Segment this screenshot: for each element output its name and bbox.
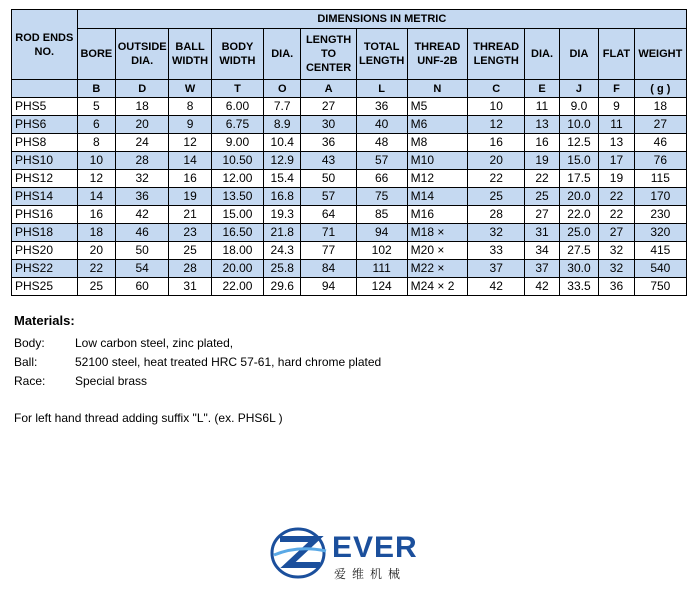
material-label: Race: (14, 374, 46, 388)
table-cell: 42 (116, 206, 169, 224)
table-cell: 25 (525, 188, 559, 206)
material-row (14, 355, 381, 369)
table-cell: 24 (116, 134, 169, 152)
material-value: 52100 steel, heat treated HRC 57-61, hard chrome plated (75, 355, 382, 369)
table-cell: 27 (525, 206, 559, 224)
table-cell: 21 (169, 206, 212, 224)
table-cell: 22 (77, 260, 116, 278)
table-cell: 30 (301, 116, 356, 134)
table-cell: 46 (634, 134, 686, 152)
column-header: FLAT (599, 29, 634, 80)
table-cell: 71 (301, 224, 356, 242)
table-cell: 36 (301, 134, 356, 152)
table-cell: 6.00 (211, 98, 263, 116)
table-cell: M12 (407, 170, 467, 188)
table-cell: 13 (525, 116, 559, 134)
table-row (12, 116, 687, 134)
material-row (14, 336, 233, 350)
table-cell: 28 (116, 152, 169, 170)
table-cell: 11 (525, 98, 559, 116)
column-symbol: O (263, 80, 300, 98)
table-cell: 22 (599, 206, 634, 224)
table-cell: 57 (301, 188, 356, 206)
table-cell: 9 (599, 98, 634, 116)
column-symbol: D (116, 80, 169, 98)
table-cell: 21.8 (263, 224, 300, 242)
table-row (12, 98, 687, 116)
ever-logo (270, 525, 430, 585)
table-cell: 85 (356, 206, 407, 224)
table-cell: 32 (468, 224, 525, 242)
dimensions-table (11, 9, 687, 296)
table-cell: 23 (169, 224, 212, 242)
table-cell: 16.8 (263, 188, 300, 206)
material-label: Body: (14, 336, 45, 350)
table-cell: 124 (356, 278, 407, 296)
table-cell: 20 (116, 116, 169, 134)
table-cell: 48 (356, 134, 407, 152)
table-cell: 415 (634, 242, 686, 260)
table-cell: 16 (468, 134, 525, 152)
table-cell: 10.50 (211, 152, 263, 170)
table-cell: 42 (468, 278, 525, 296)
table-cell: 25.0 (559, 224, 599, 242)
table-cell: 27 (301, 98, 356, 116)
model-cell: PHS16 (12, 206, 78, 224)
column-symbol: W (169, 80, 212, 98)
table-cell: 10 (468, 98, 525, 116)
table-cell: 7.7 (263, 98, 300, 116)
column-header: THREAD LENGTH (468, 29, 525, 80)
table-cell: 320 (634, 224, 686, 242)
column-header: TOTAL LENGTH (356, 29, 407, 80)
table-cell: 17.5 (559, 170, 599, 188)
table-cell: 15.4 (263, 170, 300, 188)
table-cell: M8 (407, 134, 467, 152)
table-cell: 18 (634, 98, 686, 116)
column-symbol: F (599, 80, 634, 98)
table-row (12, 206, 687, 224)
table-row (12, 278, 687, 296)
table-cell: 18.00 (211, 242, 263, 260)
table-cell: 12 (169, 134, 212, 152)
table-cell: 24.3 (263, 242, 300, 260)
table-cell: 102 (356, 242, 407, 260)
rod-ends-header: ROD ENDS NO. (12, 10, 78, 80)
column-header: WEIGHT (634, 29, 686, 80)
table-cell: 19 (599, 170, 634, 188)
table-cell: 27 (599, 224, 634, 242)
table-cell: 16.50 (211, 224, 263, 242)
table-cell: 94 (301, 278, 356, 296)
column-symbol: A (301, 80, 356, 98)
material-label: Ball: (14, 355, 38, 369)
table-cell: M22 × (407, 260, 467, 278)
table-cell: 16 (169, 170, 212, 188)
table-cell: M5 (407, 98, 467, 116)
model-cell: PHS22 (12, 260, 78, 278)
table-cell: 15.0 (559, 152, 599, 170)
table-cell: 76 (634, 152, 686, 170)
model-cell: PHS20 (12, 242, 78, 260)
table-cell: 27 (634, 116, 686, 134)
column-header: LENGTH TO CENTER (301, 29, 356, 80)
table-cell: 12.5 (559, 134, 599, 152)
table-cell: 8 (77, 134, 116, 152)
column-symbol: ( g ) (634, 80, 686, 98)
table-cell: 50 (116, 242, 169, 260)
table-cell: 31 (169, 278, 212, 296)
left-hand-note: For left hand thread adding suffix "L". (ex. PHS6L ) (14, 411, 283, 425)
table-cell: 750 (634, 278, 686, 296)
table-cell: 12 (77, 170, 116, 188)
table-cell: 94 (356, 224, 407, 242)
table-cell: 22.0 (559, 206, 599, 224)
table-cell: 6.75 (211, 116, 263, 134)
table-cell: 15.00 (211, 206, 263, 224)
table-cell: 20.00 (211, 260, 263, 278)
table-cell: M16 (407, 206, 467, 224)
table-cell: 16 (525, 134, 559, 152)
table-cell: M18 × (407, 224, 467, 242)
logo-brand-text: EVER (332, 531, 418, 564)
column-symbol: L (356, 80, 407, 98)
material-row (14, 374, 147, 388)
table-cell: 34 (525, 242, 559, 260)
main-header: DIMENSIONS IN METRIC (77, 10, 686, 29)
column-header: DIA (559, 29, 599, 80)
table-cell: 32 (116, 170, 169, 188)
column-header: OUTSIDE DIA. (116, 29, 169, 80)
table-cell: 77 (301, 242, 356, 260)
model-cell: PHS5 (12, 98, 78, 116)
column-symbol: B (77, 80, 116, 98)
materials-title: Materials: (14, 313, 75, 328)
table-cell: 8 (169, 98, 212, 116)
table-cell: 32 (599, 242, 634, 260)
table-cell: 36 (116, 188, 169, 206)
table-cell: 12 (468, 116, 525, 134)
table-cell: 27.5 (559, 242, 599, 260)
table-cell: 64 (301, 206, 356, 224)
model-cell: PHS10 (12, 152, 78, 170)
model-cell: PHS8 (12, 134, 78, 152)
material-value: Low carbon steel, zinc plated, (75, 336, 234, 350)
table-cell: 115 (634, 170, 686, 188)
table-row (12, 134, 687, 152)
table-cell: 50 (301, 170, 356, 188)
column-header: BALL WIDTH (169, 29, 212, 80)
table-cell: 31 (525, 224, 559, 242)
table-cell: 43 (301, 152, 356, 170)
table-cell: 540 (634, 260, 686, 278)
table-cell: 22 (525, 170, 559, 188)
table-cell: 25 (169, 242, 212, 260)
column-symbol: J (559, 80, 599, 98)
column-symbol: C (468, 80, 525, 98)
column-header: BODY WIDTH (211, 29, 263, 80)
table-row (12, 242, 687, 260)
table-cell: 9.00 (211, 134, 263, 152)
table-cell: M14 (407, 188, 467, 206)
table-cell: 19 (169, 188, 212, 206)
table-cell: 40 (356, 116, 407, 134)
table-cell: 66 (356, 170, 407, 188)
table-cell: M20 × (407, 242, 467, 260)
table-cell: 9 (169, 116, 212, 134)
table-cell: 170 (634, 188, 686, 206)
table-cell: 57 (356, 152, 407, 170)
table-cell: 8.9 (263, 116, 300, 134)
column-header: DIA. (263, 29, 300, 80)
column-symbol: N (407, 80, 467, 98)
table-cell: 54 (116, 260, 169, 278)
table-cell: 33 (468, 242, 525, 260)
table-cell: 75 (356, 188, 407, 206)
model-cell: PHS25 (12, 278, 78, 296)
model-cell: PHS12 (12, 170, 78, 188)
table-cell: 36 (599, 278, 634, 296)
table-cell: 19 (525, 152, 559, 170)
table-cell: 11 (599, 116, 634, 134)
table-cell: 20.0 (559, 188, 599, 206)
table-cell: 42 (525, 278, 559, 296)
table-cell: 60 (116, 278, 169, 296)
table-cell: 36 (356, 98, 407, 116)
table-cell: 12.9 (263, 152, 300, 170)
table-cell: 14 (169, 152, 212, 170)
table-cell: 30.0 (559, 260, 599, 278)
table-row (12, 224, 687, 242)
table-cell: 14 (77, 188, 116, 206)
table-cell: 29.6 (263, 278, 300, 296)
table-cell: M6 (407, 116, 467, 134)
model-cell: PHS18 (12, 224, 78, 242)
table-cell: 33.5 (559, 278, 599, 296)
model-cell: PHS6 (12, 116, 78, 134)
table-cell: 12.00 (211, 170, 263, 188)
table-cell: 16 (77, 206, 116, 224)
table-cell: 25 (77, 278, 116, 296)
table-cell: M10 (407, 152, 467, 170)
table-cell: 10 (77, 152, 116, 170)
model-cell: PHS14 (12, 188, 78, 206)
table-cell: 10.4 (263, 134, 300, 152)
table-cell: 28 (169, 260, 212, 278)
table-cell: 28 (468, 206, 525, 224)
table-cell: 25 (468, 188, 525, 206)
column-header: BORE (77, 29, 116, 80)
corner-symbol-cell (12, 80, 78, 98)
material-value: Special brass (75, 374, 148, 388)
table-cell: 84 (301, 260, 356, 278)
column-header: THREAD UNF-2B (407, 29, 467, 80)
table-cell: 22 (468, 170, 525, 188)
table-row (12, 152, 687, 170)
logo-mark-icon (270, 525, 330, 581)
table-cell: 10.0 (559, 116, 599, 134)
table-cell: 6 (77, 116, 116, 134)
table-cell: 19.3 (263, 206, 300, 224)
table-row (12, 188, 687, 206)
table-cell: 9.0 (559, 98, 599, 116)
table-cell: 32 (599, 260, 634, 278)
table-cell: 230 (634, 206, 686, 224)
table-row (12, 170, 687, 188)
table-cell: 37 (525, 260, 559, 278)
table-cell: 13 (599, 134, 634, 152)
table-cell: 22 (599, 188, 634, 206)
table-cell: 17 (599, 152, 634, 170)
column-symbol: T (211, 80, 263, 98)
table-cell: M24 × 2 (407, 278, 467, 296)
table-cell: 20 (468, 152, 525, 170)
table-cell: 20 (77, 242, 116, 260)
table-cell: 13.50 (211, 188, 263, 206)
column-symbol: E (525, 80, 559, 98)
column-header: DIA. (525, 29, 559, 80)
table-row (12, 260, 687, 278)
table-cell: 18 (116, 98, 169, 116)
table-cell: 5 (77, 98, 116, 116)
table-cell: 18 (77, 224, 116, 242)
table-cell: 37 (468, 260, 525, 278)
logo-chinese-text: 爱维机械 (334, 567, 407, 581)
table-cell: 46 (116, 224, 169, 242)
table-cell: 111 (356, 260, 407, 278)
table-cell: 22.00 (211, 278, 263, 296)
table-cell: 25.8 (263, 260, 300, 278)
